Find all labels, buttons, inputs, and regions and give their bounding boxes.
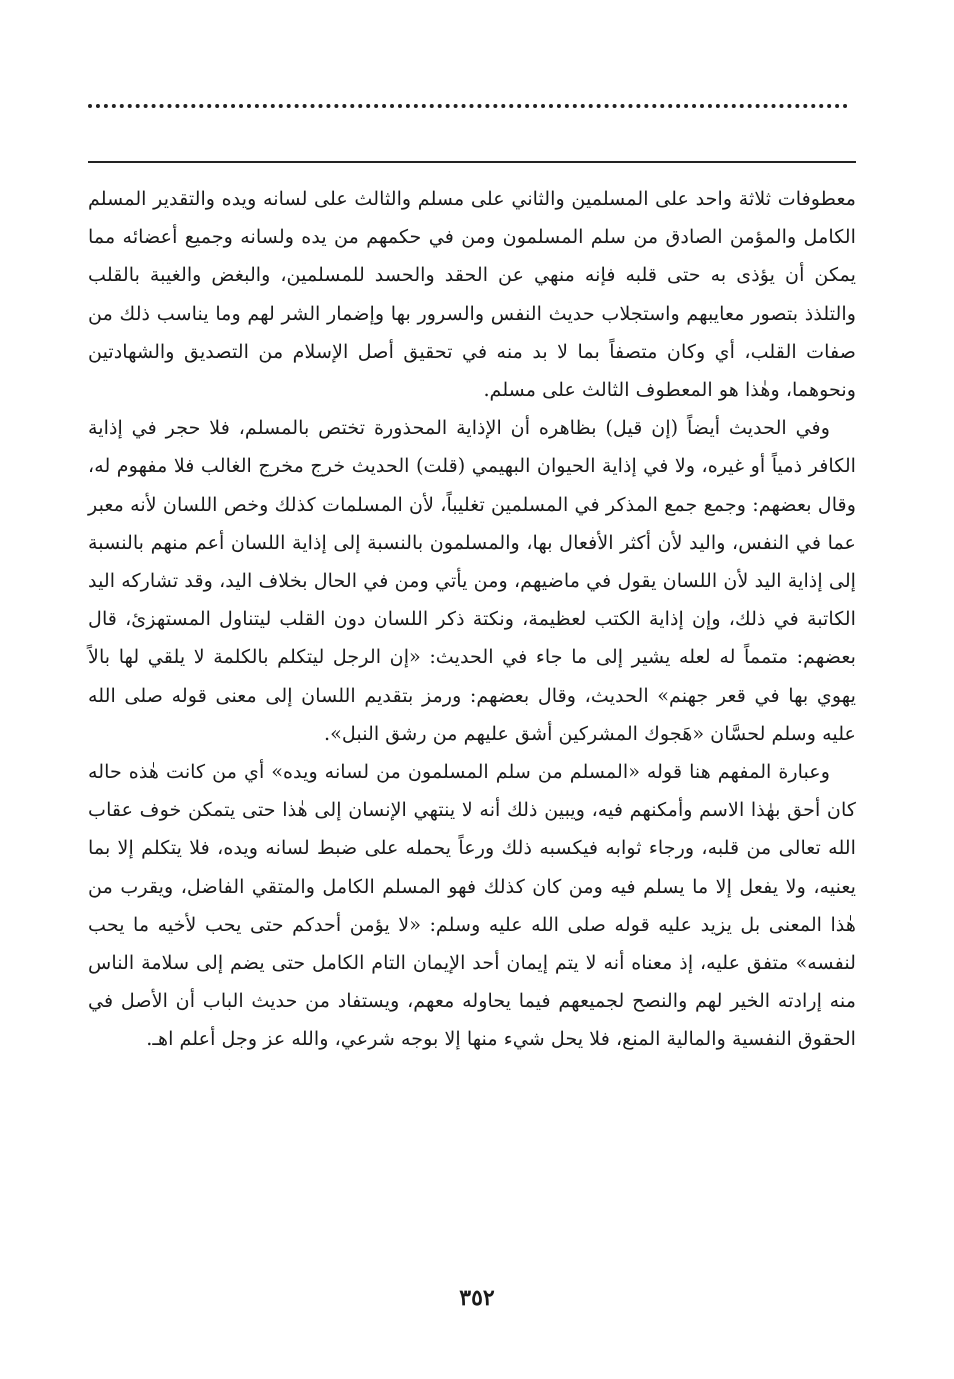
page-body	[88, 180, 856, 1059]
paragraph-1: معطوفات ثلاثة واحد على المسلمين والثاني على مسلم والثالث على لسانه ويده والتقدير المسلم الكامل والمؤمن الصادق من سلم المسلمون ومن في حكمهم من يده ولسانه وجميع أعضائه مما يمكن أن يؤذى به حتى قلبه فإنه منهي عن الحقد والحسد للمسلمين، والبغض والغيبة بالقلب والتلذذ بتصور معايبهم واستجلاب حديث النفس والسرور بها وإضمار الشر لهم وما يناسب ذلك من صفات القلب، أي وكان متصفاً بما لا بد منه في تحقيق أصل الإسلام من التصديق والشهادتين ونحوهما، وهٰذا هو المعطوف الثالث على مسلم.	[88, 187, 856, 402]
page-number: ٣٥٢	[459, 1285, 495, 1311]
header-dotted-line	[88, 104, 848, 108]
header-rule	[88, 161, 856, 163]
paragraph-2: وفي الحديث أيضاً (إن قيل) بظاهره أن الإذاية المحذورة تختص بالمسلم، فلا حجر في إذاية الكافر ذمياً أو غيره، ولا في إذاية الحيوان البهيمي (قلت) الحديث خرج مخرج الغالب فلا مفهوم له، وقال بعضهم: وجمع جمع المذكر في المسلمين تغليباً، لأن المسلمات كذلك وخص اللسان لأنه معبر عما في النفس، واليد لأن أكثر الأفعال بها، والمسلمون بالنسبة إلى إذاية اللسان أعم منهم بالنسبة إلى إذاية اليد لأن اللسان يقول في ماضيهم، ومن يأتي ومن في الحال بخلاف اليد، وقد تشاركه اليد الكاتبة في ذلك، وإن إذاية الكتب لعظيمة، ونكتة ذكر اللسان دون القلب ليتناول المستهزئ، قال بعضهم: متمماً له لعله يشير إلى ما جاء في الحديث: «إن الرجل ليتكلم بالكلمة لا يلقي لها بالاً يهوي بها في قعر جهنم» الحديث، وقال بعضهم: ورمز بتقديم اللسان إلى معنى قوله صلى الله عليه وسلم لحسَّان «هَجوك المشركين أشق عليهم من رشق النبل».	[88, 416, 856, 745]
paragraph-3: وعبارة المفهم هنا قوله «المسلم من سلم المسلمون من لسانه ويده» أي من كانت هٰذه حاله كان أحق بهٰذا الاسم وأمكنهم فيه، ويبين ذلك أنه لا ينتهي الإنسان إلى هٰذا حتى يتمكن خوف عقاب الله تعالى من قلبه، ورجاء ثوابه فيكسبه ذلك ورعاً يحمله على ضبط لسانه ويده، فلا يتكلم إلا بما يعنيه، ولا يفعل إلا ما يسلم فيه ومن كان كذلك فهو المسلم الكامل والمتقي الفاضل، ويقرب من هٰذا المعنى بل يزيد عليه قوله صلى الله عليه وسلم: «لا يؤمن أحدكم حتى يحب لأخيه ما يحب لنفسه» متفق عليه، إذ معناه أنه لا يتم إيمان أحد الإيمان التام الكامل حتى يضم إلى سلامة الناس منه إرادته الخير لهم والنصح لجميعهم فيما يحاوله معهم، ويستفاد من حديث الباب أن الأصل في الحقوق النفسية والمالية المنع، فلا يحل شيء منها إلا بوجه شرعي، والله عز وجل أعلم اهـ.	[88, 760, 856, 1051]
